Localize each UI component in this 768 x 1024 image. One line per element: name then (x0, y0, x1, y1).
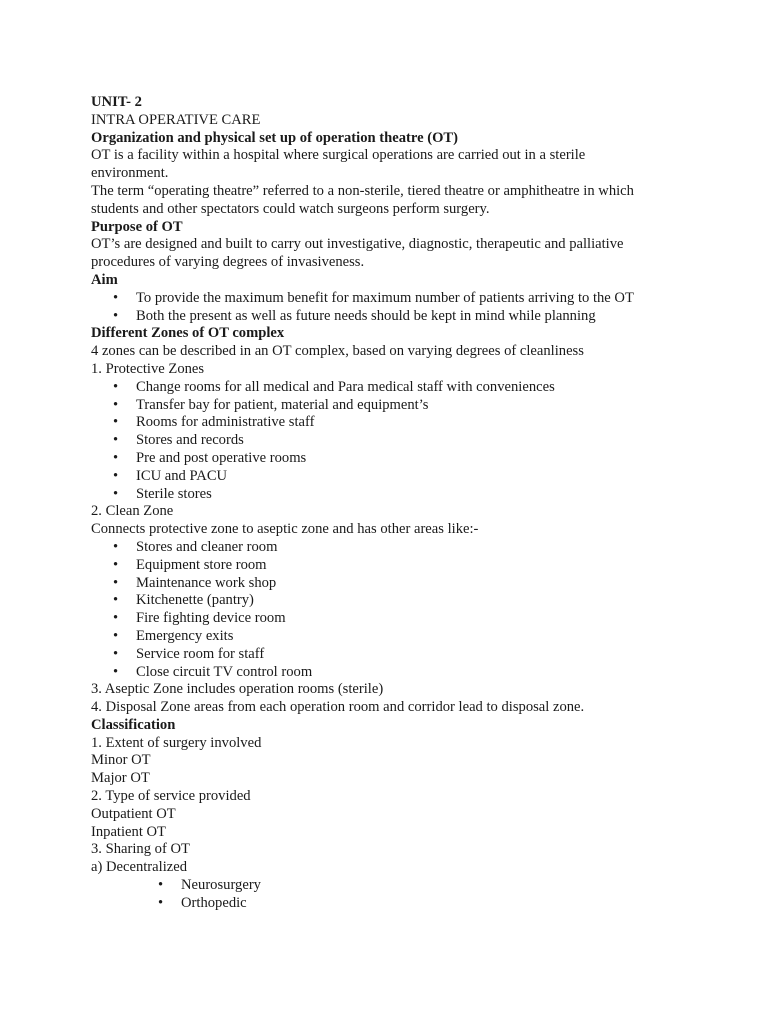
classification-value: a) Decentralized (91, 859, 188, 876)
list-item: • Close circuit TV control room (113, 663, 313, 680)
unit-heading: UNIT- 2 (91, 94, 142, 110)
list-item: • Equipment store room (113, 556, 267, 573)
section-heading-organization: Organization and physical set up of operation theatre (OT) (91, 129, 459, 146)
bullet-icon: • (113, 485, 119, 502)
bullet-icon: • (158, 877, 164, 894)
page-title: INTRA OPERATIVE CARE (91, 111, 261, 128)
bullet-icon: • (113, 627, 119, 644)
classification-value: Outpatient OT (91, 805, 176, 822)
zone-heading: 4. Disposal Zone areas from each operation room and corridor lead to disposal zone. (91, 699, 585, 716)
bullet-icon: • (113, 538, 119, 555)
paragraph-line: procedures of varying degrees of invasiveness. (91, 254, 365, 271)
bullet-icon: • (113, 467, 119, 484)
list-item: • Sterile stores (113, 485, 212, 502)
paragraph-line: OT is a facility within a hospital where surgical operations are carried out in a sterile (91, 147, 586, 164)
section-heading-zones: Different Zones of OT complex (91, 325, 285, 342)
paragraph-line: The term “operating theatre” referred to a non-sterile, tiered theatre or amphitheatre in which (91, 182, 634, 199)
list-item: • Maintenance work shop (113, 574, 277, 591)
list-item: • Stores and records (113, 432, 244, 449)
list-item: • Change rooms for all medical and Para medical staff with conveniences (113, 378, 555, 395)
list-item: • Neurosurgery (158, 877, 261, 894)
list-item: • Kitchenette (pantry) (113, 592, 254, 609)
section-heading-classification: Classification (91, 716, 176, 733)
zone-heading: 3. Aseptic Zone includes operation rooms (sterile) (91, 681, 384, 698)
bullet-icon: • (113, 378, 119, 395)
bullet-icon: • (113, 414, 119, 431)
document-page (91, 94, 691, 913)
bullet-icon: • (113, 307, 119, 324)
classification-item: 2. Type of service provided (91, 788, 251, 805)
list-item: • Transfer bay for patient, material and equipment’s (113, 396, 429, 413)
list-item: • Emergency exits (113, 627, 234, 644)
list-item: • Service room for staff (113, 645, 265, 662)
paragraph-line: environment. (91, 165, 169, 182)
bullet-icon: • (113, 432, 119, 449)
classification-item: 3. Sharing of OT (91, 841, 190, 858)
list-item: • Fire fighting device room (113, 610, 286, 627)
list-item: • Pre and post operative rooms (113, 449, 307, 466)
classification-value: Inpatient OT (91, 823, 166, 840)
list-item: • ICU and PACU (113, 467, 228, 484)
classification-value: Minor OT (91, 752, 151, 769)
section-heading-purpose: Purpose of OT (91, 218, 183, 235)
bullet-icon: • (113, 645, 119, 662)
bullet-icon: • (113, 610, 119, 627)
bullet-icon: • (113, 592, 119, 609)
list-item: • Rooms for administrative staff (113, 414, 315, 431)
list-item: • Orthopedic (158, 894, 247, 911)
zone-heading: 1. Protective Zones (91, 360, 205, 377)
bullet-icon: • (113, 396, 119, 413)
bullet-icon: • (113, 556, 119, 573)
list-item: • Stores and cleaner room (113, 538, 278, 555)
paragraph-line: students and other spectators could watch surgeons perform surgery. (91, 200, 490, 217)
paragraph-line: Connects protective zone to aseptic zone and has other areas like:- (91, 521, 479, 538)
zone-heading: 2. Clean Zone (91, 503, 174, 520)
paragraph-line: 4 zones can be described in an OT complex, based on varying degrees of cleanliness (91, 343, 584, 360)
list-item: • Both the present as well as future needs should be kept in mind while planning (113, 307, 596, 324)
bullet-icon: • (113, 289, 119, 306)
bullet-icon: • (113, 663, 119, 680)
bullet-icon: • (113, 574, 119, 591)
paragraph-line: OT’s are designed and built to carry out investigative, diagnostic, therapeutic and palliative (91, 236, 624, 253)
classification-item: 1. Extent of surgery involved (91, 734, 262, 751)
classification-value: Major OT (91, 770, 150, 787)
bullet-icon: • (113, 449, 119, 466)
list-item: • To provide the maximum benefit for maximum number of patients arriving to the OT (113, 289, 634, 306)
bullet-icon: • (158, 894, 164, 911)
section-heading-aim: Aim (91, 271, 118, 288)
